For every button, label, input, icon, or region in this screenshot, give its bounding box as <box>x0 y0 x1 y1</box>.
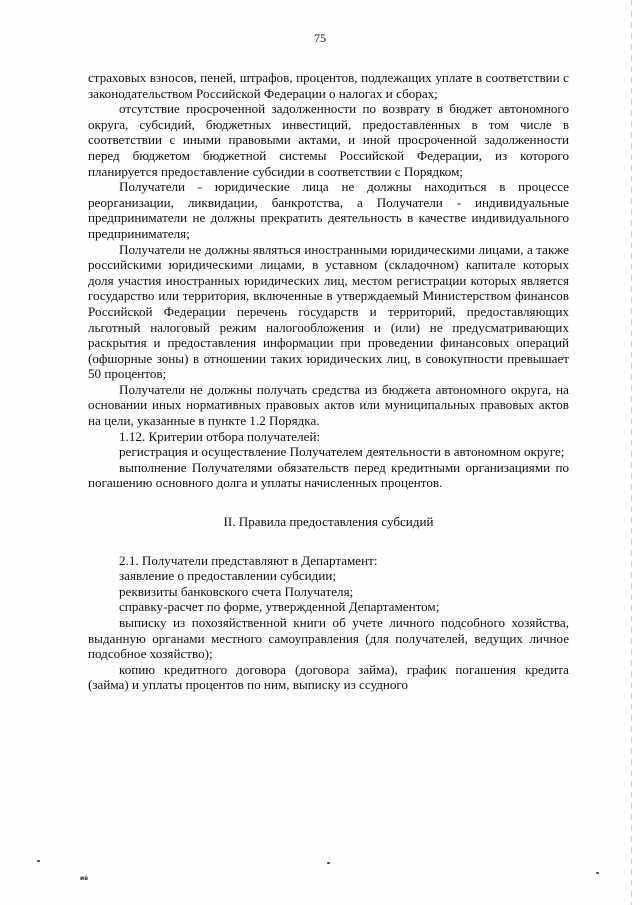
paragraph: Получатели не должны получать средства из бюджета автономного округа, на основании иных нормативных правовых актов или муниципальных правовых актов на цели, указанные в пункте 1.2 Порядка. <box>88 381 569 429</box>
paragraph: Получатели не должны являться иностранными юридическими лицами, а также российскими юридическими лицами, в уставном (складочном) капитале которых доля участия иностранных юридических лиц, местом регистрации которых является государство или территория, включенные в утверждаемый Министерством финансов Российской Федерации перечень государств и территорий, предоставляющих льготный налоговый режим налогообложения и (или) не предусматривающих раскрытия и предоставления информации при проведении финансовых операций (офшорные зоны) в отношении таких юридических лиц, в совокупности превышает 50 процентов; <box>88 241 569 382</box>
paragraph: страховых взносов, пеней, штрафов, процентов, подлежащих уплате в соответствии с законодательством Российской Федерации о налогах и сборах; <box>88 70 569 101</box>
page-number: 75 <box>314 31 326 45</box>
paragraph: 1.12. Критерии отбора получателей: <box>119 428 321 444</box>
paragraph: отсутствие просроченной задолженности по возврату в бюджет автономного округа, субсидий, бюджетных инвестиций, предоставленных в том числе в соответствии с иными правовыми актами, и иной просроченной задолженности перед бюджетом бюджетной системы Российской Федерации, из которого планируется предоставление субсидии в соответствии с Порядком; <box>88 101 569 179</box>
paragraph-group-top <box>88 70 569 491</box>
paragraph: регистрация и осуществление Получателем деятельности в автономном округе; <box>119 444 565 460</box>
paragraph: справку-расчет по форме, утвержденной Департаментом; <box>119 599 440 615</box>
paragraph: выполнение Получателями обязательств перед кредитными организациями по погашению основного долга и уплаты начисленных процентов. <box>88 459 569 491</box>
paragraph: копию кредитного договора (договора займа), график погашения кредита (займа) и уплаты процентов по ним, выписку из ссудного <box>88 661 569 693</box>
scan-edge-line <box>631 0 632 905</box>
section-heading: II. Правила предоставления субсидий <box>223 514 434 530</box>
paragraph: 2.1. Получатели представляют в Департамент: <box>119 552 378 568</box>
scan-speck <box>596 872 599 874</box>
document-body <box>88 70 569 693</box>
paragraph: заявление о предоставлении субсидии; <box>119 568 336 584</box>
paragraph: выписку из похозяйственной книги об учете личного подсобного хозяйства, выданную органами местного самоуправления (для получателей, ведущих личное подсобное хозяйство); <box>88 615 569 662</box>
paragraph: реквизиты банковского счета Получателя; <box>119 583 354 599</box>
paragraph-group-bottom <box>88 553 569 693</box>
scan-speck <box>327 862 330 864</box>
paragraph: Получатели - юридические лица не должны находиться в процессе реорганизации, ликвидации, банкротства, а Получатели - индивидуальные предприниматели не должны прекратить деятельность в качестве индивидуального предпринимателя; <box>88 179 569 241</box>
scan-speck <box>37 860 40 862</box>
footer-code: ив <box>80 875 89 882</box>
